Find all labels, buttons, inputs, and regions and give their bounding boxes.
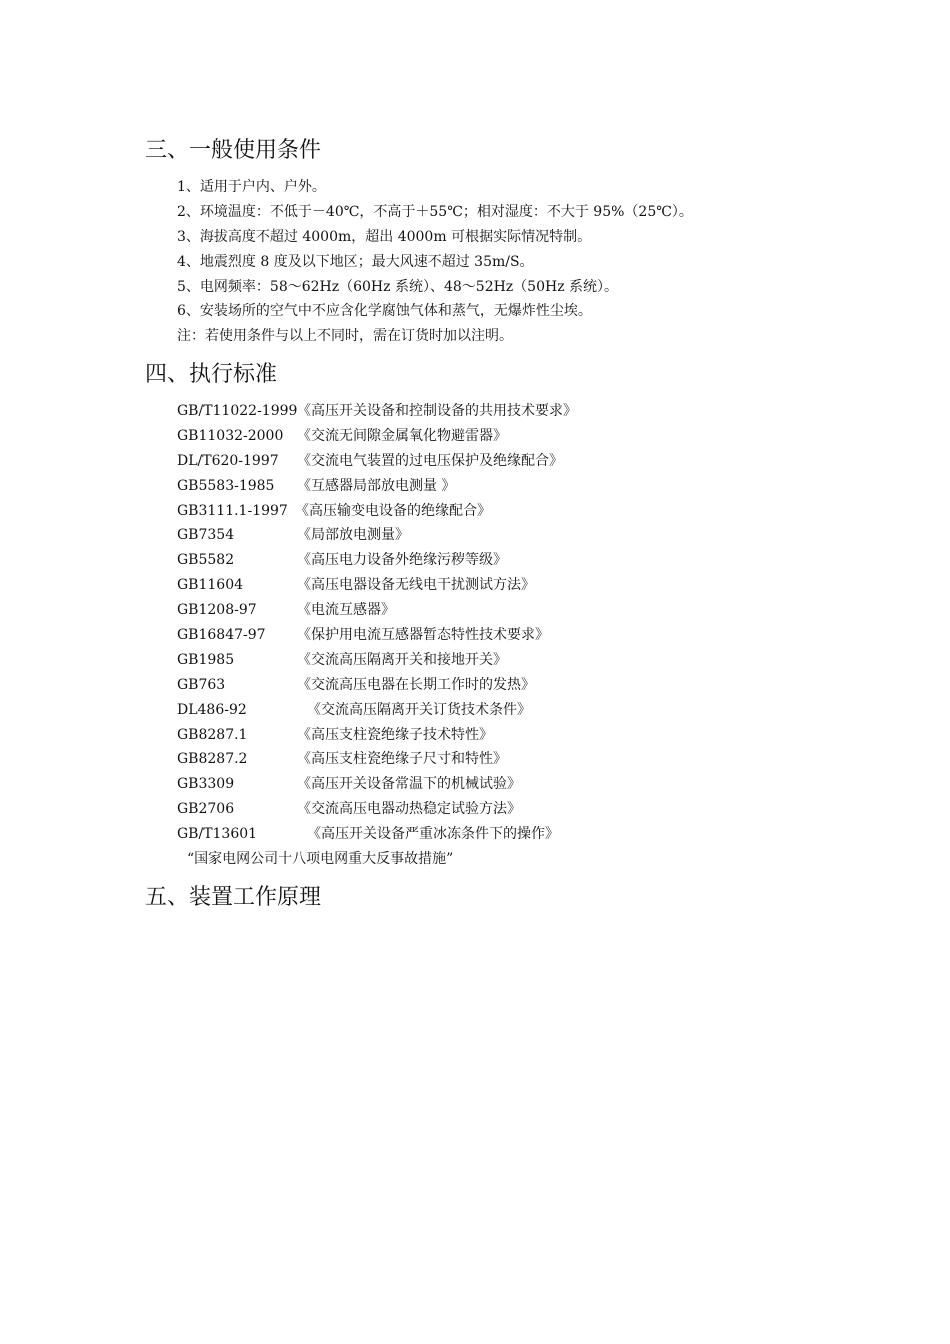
standard-code: GB5583-1985 [177, 477, 275, 494]
standards-note: “国家电网公司十八项电网重大反事故措施” [187, 851, 454, 868]
standard-title: 《高压电器设备无线电干扰测试方法》 [297, 577, 535, 594]
standard-row [177, 747, 507, 772]
standard-row [177, 648, 507, 673]
standard-row [177, 399, 577, 424]
standard-row [177, 474, 456, 499]
standard-code: GB11032-2000 [177, 427, 284, 444]
standard-code: GB5582 [177, 552, 235, 569]
standard-code: GB8287.1 [177, 726, 248, 743]
standard-code: GB763 [177, 676, 226, 693]
standard-code: GB2706 [177, 801, 235, 818]
standard-title: 《高压开关设备和控制设备的共用技术要求》 [297, 403, 577, 419]
standard-row [177, 523, 453, 548]
standard-row [177, 573, 535, 598]
standard-code: GB11604 [177, 577, 244, 594]
standard-title: 《高压输变电设备的绝缘配合》 [295, 502, 491, 519]
standard-code: GB3309 [177, 776, 235, 793]
standard-title: 《高压开关设备常温下的机械试验》 [297, 776, 521, 793]
standard-code: GB8287.2 [177, 751, 248, 768]
section-heading-standards: 四、执行标准 [145, 362, 278, 387]
standard-title: 《高压支柱瓷绝缘子技术特性》 [297, 726, 493, 743]
standard-title: 《交流电气装置的过电压保护及绝缘配合》 [297, 452, 563, 469]
standard-title: 《高压电力设备外绝缘污秽等级》 [297, 552, 507, 569]
section-heading-principle: 五、装置工作原理 [145, 885, 322, 910]
standard-row [177, 623, 549, 648]
standards-list [177, 399, 577, 872]
conditions-list [177, 175, 693, 349]
standard-code: DL/T620-1997 [177, 452, 279, 469]
condition-item: 4、地震烈度 8 度及以下地区；最大风速不超过 35m/S。 [177, 253, 534, 270]
standard-row [177, 772, 521, 797]
standard-code: GB7354 [177, 527, 235, 544]
standard-row [177, 723, 493, 748]
standard-row [177, 548, 507, 573]
standard-code: GB16847-97 [177, 627, 266, 644]
condition-item: 5、电网频率：58～62Hz（60Hz 系统）、48～52Hz（50Hz 系统）。 [177, 278, 619, 295]
condition-item: 1、适用于户内、户外。 [177, 179, 326, 195]
standard-row [177, 449, 563, 474]
standard-code: GB3111.1-1997 [177, 502, 288, 519]
standard-title: 《交流高压隔离开关订货技术条件》 [307, 701, 531, 718]
condition-note: 注：若使用条件与以上不同时，需在订货时加以注明。 [177, 328, 513, 345]
condition-item: 2、环境温度：不低于－40℃，不高于＋55℃；相对湿度：不大于 95%（25℃）。 [177, 203, 693, 220]
standard-row [177, 499, 491, 524]
standard-title: 《交流无间隙金属氧化物避雷器》 [297, 427, 507, 444]
standard-code: GB1985 [177, 651, 235, 668]
standard-title: 《互感器局部放电测量 》 [297, 477, 456, 494]
standard-title: 《保护用电流互感器暂态特性技术要求》 [297, 627, 549, 644]
standard-title: 《交流高压电器在长期工作时的发热》 [297, 676, 535, 693]
condition-item: 6、安装场所的空气中不应含化学腐蚀气体和蒸气，无爆炸性尘埃。 [177, 303, 592, 320]
standard-code: GB/T13601 [177, 826, 258, 843]
standard-code: GB/T11022-1999 [177, 403, 298, 419]
standard-row [177, 424, 507, 449]
section-heading-conditions: 三、一般使用条件 [145, 138, 322, 163]
standard-title: 《高压支柱瓷绝缘子尺寸和特性》 [297, 751, 507, 768]
condition-item: 3、海拔高度不超过 4000m，超出 4000m 可根据实际情况特制。 [177, 228, 592, 245]
standard-row [177, 797, 521, 822]
standard-title: 《交流高压电器动热稳定试验方法》 [297, 801, 521, 818]
standard-row [177, 698, 531, 723]
standard-title: 《交流高压隔离开关和接地开关》 [297, 651, 507, 668]
standard-row [177, 598, 453, 623]
standard-code: GB1208-97 [177, 602, 257, 619]
standard-row [177, 673, 535, 698]
standard-title: 《高压开关设备严重冰冻条件下的操作》 [307, 826, 559, 843]
standard-row [177, 822, 559, 847]
standard-title: 《局部放电测量》 [297, 527, 409, 544]
standard-title: 《电流互感器》 [297, 602, 395, 619]
standard-code: DL486-92 [177, 701, 247, 718]
